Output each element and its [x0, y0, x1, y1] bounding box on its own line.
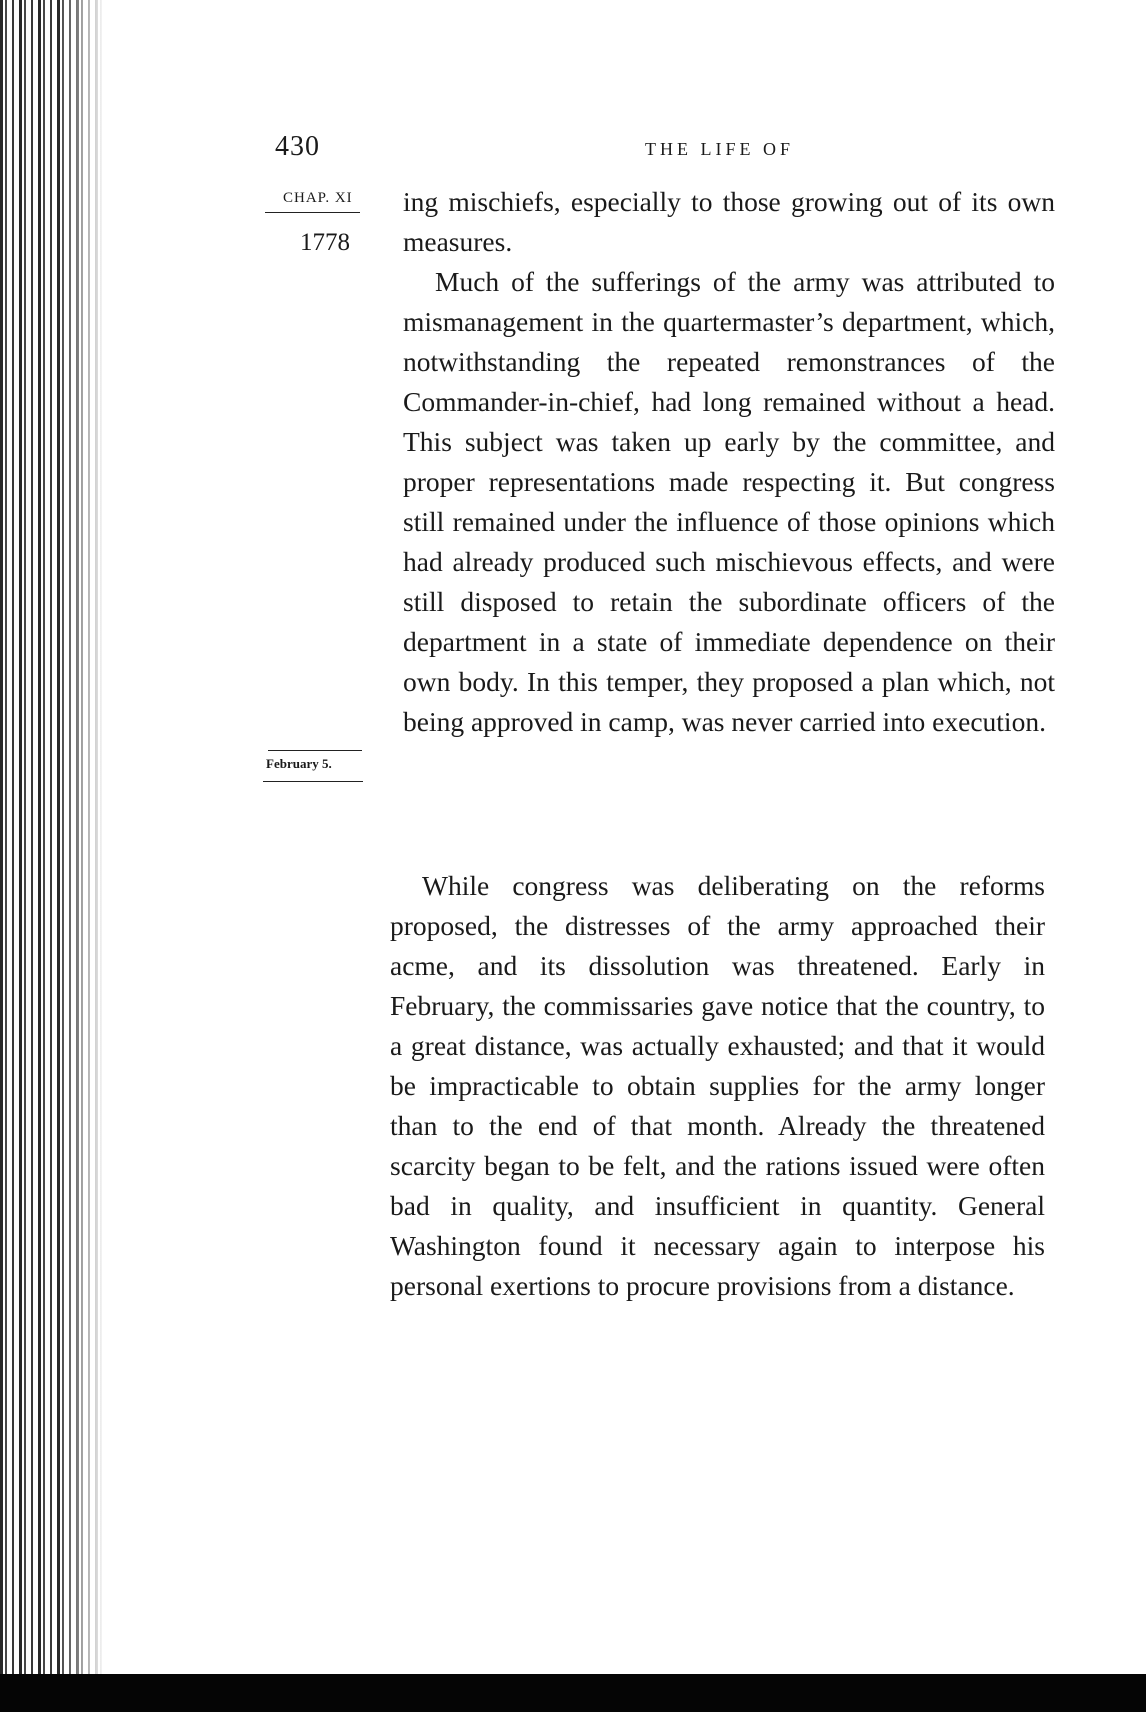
margin-date-note: February 5.	[266, 756, 332, 771]
continuation-paragraph: ing mischiefs, especially to those growing out of its own measures.	[403, 186, 1055, 257]
margin-rule-chapter	[265, 212, 360, 213]
page-number: 430	[275, 131, 320, 162]
margin-chapter-label: CHAP. XI	[283, 190, 353, 206]
body-text	[403, 182, 1055, 742]
scan-bottom-edge	[0, 1674, 1146, 1712]
binding-fade	[60, 0, 105, 1712]
running-head: THE LIFE OF	[645, 139, 794, 159]
margin-rule-date-top	[268, 750, 362, 751]
paragraph-1: Much of the sufferings of the army was attributed to mismanagement in the quartermaster’s department, which, notwithstanding the repeated remonstrances of the Commander-in-chief, had long remained without a head. This subject was taken up early by the committee, and proper representations made respecting it. But congress still remained under the influence of those opinions which had already produced such mischievous effects, and were still disposed to retain the subordinate officers of the department in a state of immediate dependence on their own body. In this temper, they proposed a plan which, not being approved in camp, was never carried into execution.	[403, 266, 1055, 737]
body-text-lower	[390, 866, 1045, 1306]
margin-rule-date-bottom	[263, 781, 363, 782]
margin-year: 1778	[300, 229, 350, 256]
paragraph-2: While congress was deliberating on the reforms proposed, the distresses of the army approached their acme, and its dissolution was threatened. Early in February, the commissaries gave notice that the country, to a great distance, was actually exhausted; and that it would be impracticable to obtain supplies for the army longer than to the end of that month. Already the threatened scarcity began to be felt, and the rations issued were often bad in quality, and insufficient in quantity. General Washington found it necessary again to interpose his personal exertions to procure provisions from a distance.	[390, 870, 1045, 1301]
